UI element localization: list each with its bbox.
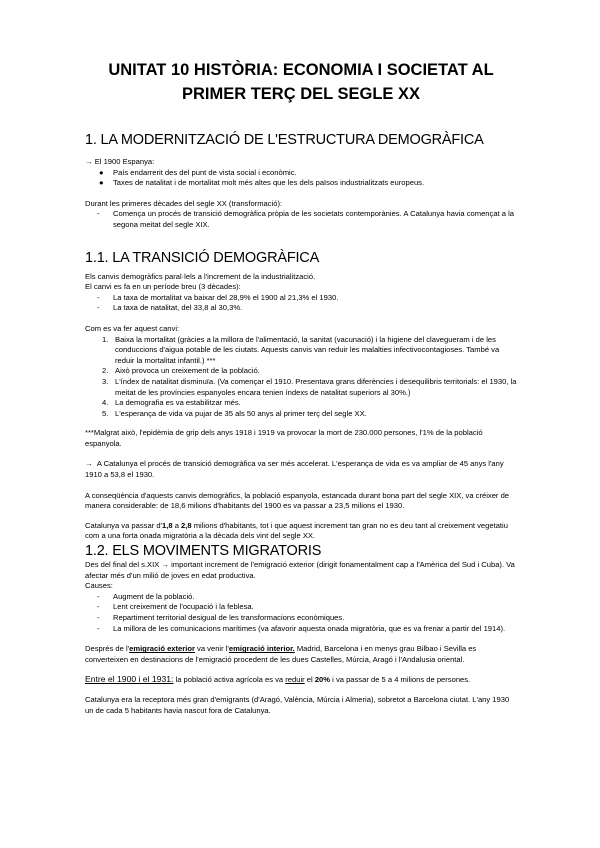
list-item: ● Taxes de natalitat i de mortalitat molt més altes que les dels països industrialitzats europeus. <box>99 178 425 188</box>
list-item: 2. Això provoca un creixement de la població. <box>102 366 260 376</box>
list-item: - Repartiment territorial desigual de les transformacions econòmiques. <box>97 613 345 622</box>
s12-p4: Catalunya era la receptora més gran d'emigrants (d'Aragó, València, Múrcia i Almeria), sobretot a Barcelona ciutat. L'any 1930 un de cada 5 habitants havia nascut fora de Catalunya. <box>85 694 510 715</box>
s12-p3: Entre el 1900 i el 1931: la població activa agrícola es va reduir el 20% i va passar de 5 a 4 milions de persones. <box>85 674 471 685</box>
list-item: - La taxa de natalitat, del 33,8 al 30,3%. <box>97 303 243 313</box>
s11-p3: Com es va fer aquest canvi: <box>85 323 180 333</box>
s1-bullet-list <box>85 168 517 189</box>
s12-causes-label: Causes: <box>85 581 113 591</box>
section-1-1-heading: 1.1. LA TRANSICIÓ DEMOGRÀFICA <box>85 249 320 266</box>
s11-p2: El canvi es fa en un període breu (3 dècades): <box>85 282 241 292</box>
list-item: 3. L'índex de natalitat disminuïa. (Va començar el 1910. Presentava grans diferències i desequilibris territorials: el 1930, la meitat de les províncies espanyoles encara tenien índexs de natalitat superiors al 30%.) <box>102 376 517 397</box>
s11-numbered-list <box>85 335 517 420</box>
s12-p1: Des del final del s.XIX → important increment de l'emigració exterior (dirigit fonamentalment cap a l'Amèrica del Sud i Cuba). Va afectar més d'un milió de joves en edat productiva. <box>85 560 515 580</box>
s1-dash-list <box>85 209 517 230</box>
list-item: - La taxa de mortalitat va baixar del 28,9% el 1900 al 21,3% el 1930. <box>97 292 339 302</box>
list-item: - Lent creixement de l'ocupació i la feblesa. <box>97 602 254 612</box>
bullet-icon: ● <box>99 178 104 188</box>
list-item: 1. Baixa la mortalitat (gràcies a la millora de l'alimentació, la sanitat (vacunació) i la higiene del clavegueram i de les conduccions d'aigua potable de les ciutats. Aquests canvis van reduir les malalties infectivocontagioses. També va reduir la mortalitat infantil.) *** <box>102 334 500 365</box>
s11-catalunya-population: Catalunya va passar d'1,8 a 2,8 milions d'habitants, tot i que aquest increment tan gran no es deu tant al creixement vegetatiu com a una forta onada migratòria a la dècada dels vint del segle XX. <box>85 520 508 541</box>
s11-dash-list <box>85 293 517 314</box>
list-item: - La millora de les comunicacions marítimes (va afavorir aquesta onada migratòria, que es va frenar a partir del 1914). <box>97 623 506 633</box>
s11-consequence: A conseqüència d'aquests canvis demogràfics, la població espanyola, estancada durant bona part del segle XIX, va créixer de manera considerable: de 18,6 milions d'habitants del 1900 es va passar a 23,5 milions el 1930. <box>85 490 510 511</box>
list-item: - Augment de la població. <box>97 591 195 601</box>
s11-p1: Els canvis demogràfics paral·lels a l'increment de la industrialització. <box>85 271 316 281</box>
list-item: ● País endarrerit des del punt de vista social i econòmic. <box>99 167 297 177</box>
s12-causes-list <box>85 592 517 634</box>
s1-para2: Durant les primeres dècades del segle XX (transformació): <box>85 198 283 208</box>
s11-note: ***Malgrat això, l'epidèmia de grip dels anys 1918 i 1919 va provocar la mort de 230.000 persones, l'1% de la població espanyola. <box>85 428 483 448</box>
document-page <box>85 58 517 716</box>
list-item: - Comença un procés de transició demogràfica pròpia de les societats contemporànies. A Catalunya havia començat a la segona meitat del segle XIX. <box>97 209 515 229</box>
arrow-icon: → <box>85 459 93 469</box>
section-1-heading: 1. LA MODERNITZACIÓ DE L'ESTRUCTURA DEMOGRÀFICA <box>85 132 484 148</box>
list-item: 5. L'esperança de vida va pujar de 35 als 50 anys al primer terç del segle XX. <box>102 408 367 418</box>
section-1-2-heading: 1.2. ELS MOVIMENTS MIGRATORIS <box>85 543 322 560</box>
bullet-icon: ● <box>99 167 104 177</box>
s11-catalunya: → A Catalunya el procés de transició demogràfica va ser més accelerat. L'esperança de vida es va ampliar de 45 anys l'any 1910 a 53,8 el 1930. <box>85 459 504 480</box>
s1-intro: → El 1900 Espanya: <box>85 157 155 166</box>
s12-p2: Després de l'emigració exterior va venir l'emigració interior. Madrid, Barcelona i en menys grau Bilbao i Sevilla es converteixen en destinacions de l'emigració procedent de les dues Castelles, Múrcia, Aragó i l'Andalusia oriental. <box>85 644 477 664</box>
list-item: 4. La demografia es va estabilitzar més. <box>102 398 241 408</box>
page-title: UNITAT 10 HISTÒRIA: ECONOMIA I SOCIETAT AL PRIMER TERÇ DEL SEGLE XX <box>108 61 494 103</box>
